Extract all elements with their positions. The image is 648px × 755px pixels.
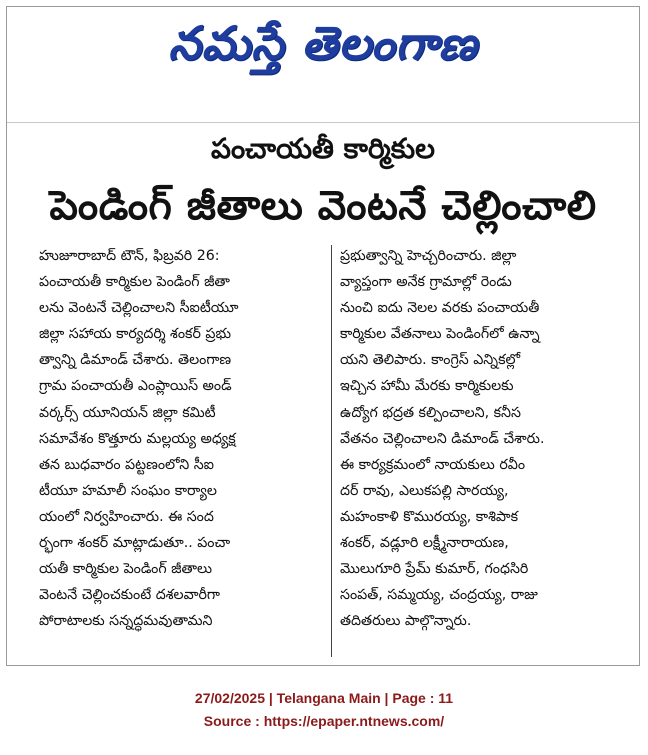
footer-date-edition-page: 27/02/2025 | Telangana Main | Page : 11 (194, 690, 454, 706)
clipping-frame (6, 6, 640, 666)
article-text-line: హుజూరాబాద్ టౌన్, ఫిబ్రవరి 26: (39, 248, 220, 264)
article-text-line: వేతనం చెల్లించాలని డిమాండ్ చేశారు. (340, 430, 545, 447)
article-text-line: వెంటనే చెల్లించకుంటే దశలవారీగా (39, 587, 220, 604)
article-right-column (340, 243, 630, 634)
masthead-divider (7, 122, 639, 123)
article-text-line: శంకర్, వడ్లూరి లక్ష్మీనారాయణ, (340, 535, 509, 552)
article-text-line: టీయూ హమాలీ సంఘం కార్యాల (39, 482, 217, 499)
article-text-line: సమావేశం కొత్తూరు మల్లయ్య అధ్యక్ష (39, 430, 236, 447)
article-text-line: సంపత్, సమ్మయ్య, చంద్రయ్య, రాజు (340, 587, 538, 604)
article-text-line: యని తెలిపారు. కాంగ్రెస్ ఎన్నికల్లో (340, 352, 521, 369)
column-divider (331, 245, 332, 657)
newspaper-masthead: నమస్తే తెలంగాణ (168, 16, 478, 70)
article-text-line: తదితరులు పాల్గొన్నారు. (340, 613, 472, 630)
article-text-line: వ్యాప్తంగా అనేక గ్రామాల్లో రెండు (340, 274, 512, 291)
article-text-line: యతీ కార్మికుల పెండింగ్ జీతాలు (39, 561, 212, 578)
headline-line-1: పంచాయతీ కార్మికుల (211, 132, 435, 165)
article-text-line: కార్మికుల వేతనాలు పెండింగ్‌లో ఉన్నా (340, 326, 540, 343)
article-text-line: యంలో నిర్వహించారు. ఈ సంద (39, 508, 214, 525)
footer-source: Source : https://epaper.ntnews.com/ (203, 713, 445, 729)
article-text-line: పోరాటాలకు సన్నద్ధమవుతామని (39, 613, 213, 630)
article-text-line: తన బుధవారం పట్టణంలోని సీఐ (39, 456, 214, 473)
article-text-line: గ్రామ పంచాయతీ ఎంప్లాయిస్ అండ్ (39, 378, 232, 395)
article-text-line: పంచాయతీ కార్మికుల పెండింగ్ జీతా (39, 274, 230, 291)
article-text-line: ర్భంగా శంకర్ మాట్లాడుతూ.. పంచా (39, 535, 231, 552)
article-text-line: ఉద్యోగ భద్రత కల్పించాలని, కనీస (340, 404, 521, 421)
headline-line-2: పెండింగ్ జీతాలు వెంటనే చెల్లించాలి (49, 183, 597, 229)
article-text-line: ప్రభుత్వాన్ని హెచ్చరించారు. జిల్లా (340, 248, 517, 264)
article-text-line: దర్ రావు, ఎలుకపల్లి సారయ్య, (340, 482, 509, 499)
article-text-line: మహంకాళి కొమురయ్య, కాశిపాక (340, 508, 519, 525)
article-text-line: ఇచ్చిన హామీ మేరకు కార్మికులకు (340, 378, 514, 395)
article-text-line: వర్కర్స్ యూనియన్ జిల్లా కమిటీ (39, 404, 216, 421)
article-text-line: త్వాన్ని డిమాండ్ చేశారు. తెలంగాణ (39, 352, 232, 369)
article-text-line: ఈ కార్యక్రమంలో నాయకులు రవీం (340, 456, 526, 473)
article-left-column (39, 243, 325, 634)
article-text-line: లను వెంటనే చెల్లించాలని సీఐటీయూ (39, 300, 239, 317)
article-text-line: జిల్లా సహాయ కార్యదర్శి శంకర్ ప్రభు (39, 326, 232, 343)
article-text-line: మొలుగూరి ప్రేమ్ కుమార్, గంధసిరి (340, 561, 529, 578)
article-text-line: నుంచి ఐదు నెలల వరకు పంచాయతీ (340, 300, 540, 317)
